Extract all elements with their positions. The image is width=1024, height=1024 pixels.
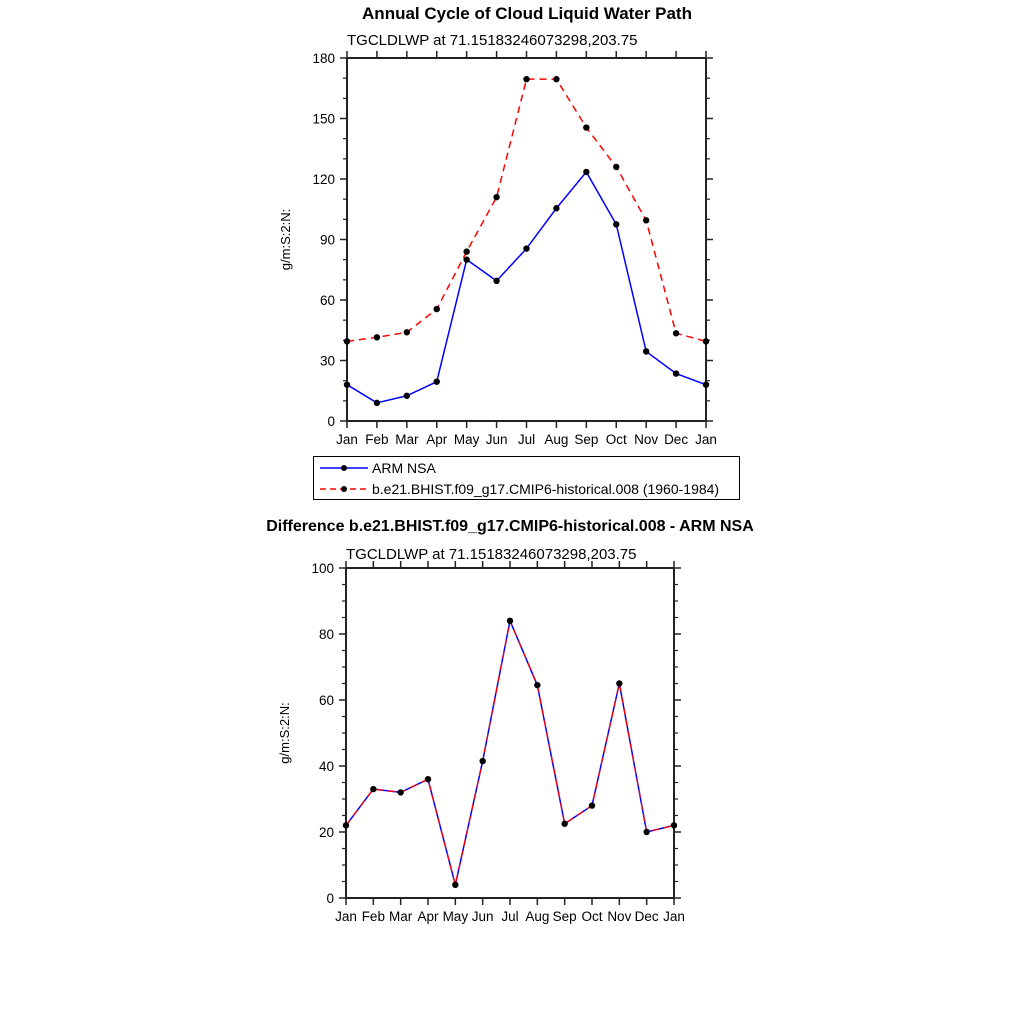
- series-markers-0: [343, 618, 677, 888]
- series-line-1: [347, 79, 706, 341]
- x-tick-label: Dec: [664, 432, 689, 447]
- y-tick-label: 60: [318, 692, 334, 708]
- legend-line-dashed-icon: [318, 484, 370, 494]
- y-tick-label: 60: [319, 292, 335, 308]
- series-line-0-overlay: [346, 621, 674, 885]
- y-tick-label: 30: [319, 353, 335, 369]
- top-chart-plot: [260, 50, 730, 452]
- y-tick-label: 90: [319, 232, 335, 248]
- y-tick-label: 20: [318, 824, 334, 840]
- y-tick-label: 0: [327, 413, 335, 429]
- difference-chart-plot: [260, 558, 730, 930]
- y-axis-label: g/m:S:2:N:: [277, 702, 292, 764]
- legend-item-obs: [318, 457, 739, 478]
- x-tick-label: Oct: [605, 432, 627, 447]
- x-tick-label: Mar: [395, 432, 419, 447]
- x-tick-label: Nov: [607, 909, 632, 924]
- axes: [339, 561, 681, 905]
- legend-label-model: b.e21.BHIST.f09_g17.CMIP6-historical.008 (1960-1984): [372, 480, 720, 497]
- x-tick-label: Jan: [695, 432, 717, 447]
- legend-box: [313, 456, 740, 500]
- x-tick-label: Jan: [336, 432, 358, 447]
- y-tick-label: 120: [312, 171, 335, 187]
- y-tick-label: 80: [318, 626, 334, 642]
- y-axis-label: g/m:S:2:N:: [278, 208, 293, 271]
- top-chart-title: Annual Cycle of Cloud Liquid Water Path: [362, 4, 692, 23]
- x-tick-label: May: [442, 909, 469, 924]
- x-tick-label: Aug: [544, 432, 569, 447]
- x-tick-label: Jan: [663, 909, 685, 924]
- x-tick-label: Oct: [581, 909, 603, 924]
- difference-chart-subtitle: TGCLDLWP at 71.15183246073298,203.75: [346, 546, 637, 563]
- x-tick-label: Jul: [501, 909, 519, 924]
- series-line-0: [346, 621, 674, 885]
- top-chart-subtitle: TGCLDLWP at 71.15183246073298,203.75: [347, 32, 638, 49]
- y-tick-label: 100: [311, 560, 334, 576]
- x-tick-label: May: [453, 432, 480, 447]
- legend-label-obs: ARM NSA: [372, 459, 436, 476]
- x-tick-label: Aug: [525, 909, 550, 924]
- y-tick-label: 40: [318, 758, 334, 774]
- x-tick-label: Apr: [417, 909, 439, 924]
- y-tick-label: 180: [312, 50, 335, 66]
- legend-line-solid-icon: [318, 463, 370, 473]
- series-markers-0: [344, 169, 709, 406]
- x-tick-label: Jan: [335, 909, 357, 924]
- series-markers-1: [344, 76, 709, 345]
- x-tick-label: Jun: [485, 432, 508, 447]
- y-tick-label: 0: [326, 890, 334, 906]
- x-tick-label: Nov: [634, 432, 659, 447]
- difference-chart-title: Difference b.e21.BHIST.f09_g17.CMIP6-historical.008 - ARM NSA: [266, 518, 754, 535]
- series-line-0: [347, 172, 706, 403]
- y-tick-label: 150: [312, 111, 335, 127]
- legend-item-model: [318, 478, 739, 499]
- axes: [340, 51, 713, 428]
- x-tick-label: Jun: [471, 909, 494, 924]
- x-tick-label: Apr: [426, 432, 448, 447]
- x-tick-label: Jul: [517, 432, 536, 447]
- x-tick-label: Feb: [365, 432, 389, 447]
- x-tick-label: Sep: [574, 432, 599, 447]
- x-tick-label: Mar: [389, 909, 413, 924]
- x-tick-label: Dec: [634, 909, 659, 924]
- x-tick-label: Feb: [361, 909, 385, 924]
- x-tick-label: Sep: [552, 909, 577, 924]
